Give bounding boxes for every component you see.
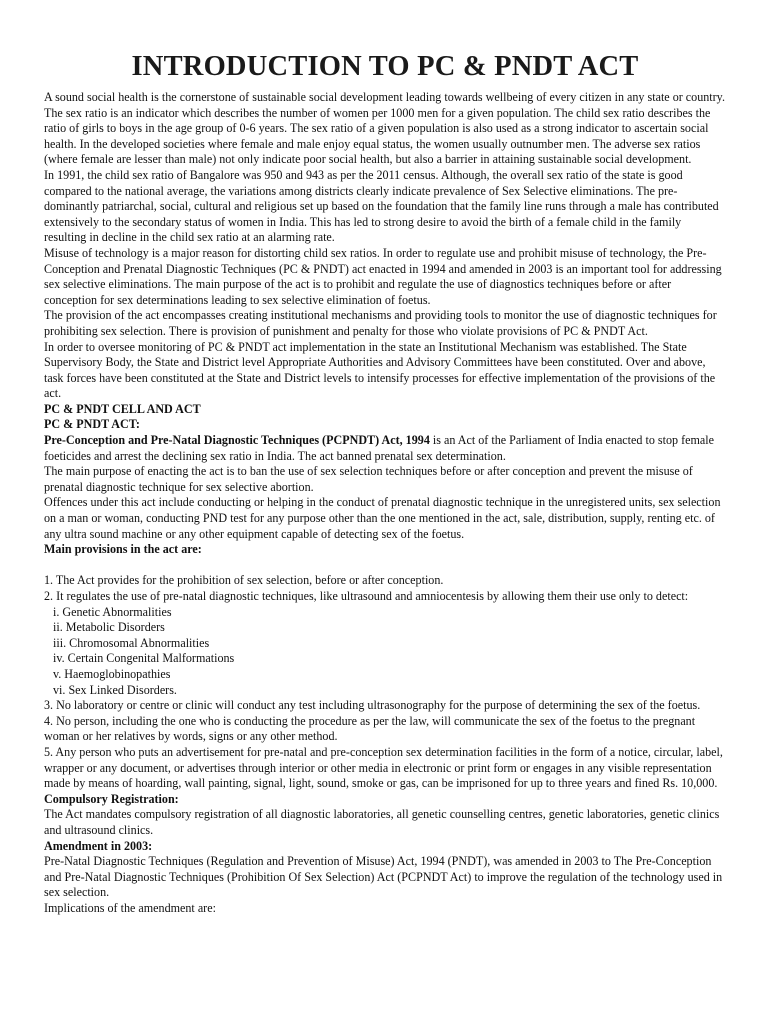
act-heading: PC & PNDT ACT: bbox=[44, 417, 140, 432]
purpose-paragraph: The main purpose of enacting the act is to ban the use of sex selection techniques before or after conception and prevent the misuse of prenatal diagnostic technique for sex selective abortion. bbox=[44, 464, 693, 494]
provisions-heading: Main provisions in the act are: bbox=[44, 542, 202, 557]
act-intro-text: is an Act of the Parliament of India enacted to stop female foeticides and arrest the declining sex ratio in India. The act banned prenatal sex determination. bbox=[44, 433, 714, 463]
act-name: Pre-Conception and Pre-Natal Diagnostic Techniques (PCPNDT) Act, 1994 bbox=[44, 433, 430, 448]
detect-list-item: i. Genetic Abnormalities bbox=[53, 604, 172, 619]
detect-list-item: ii. Metabolic Disorders bbox=[53, 620, 165, 635]
offences-paragraph: Offences under this act include conducting or helping in the conduct of prenatal diagnostic technique in the unregistered units, sex selection on a man or woman, conducting PND test for any purpose other than the one mentioned in the act, sale, distribution, supply, renting etc. of any ultra sound machine or any other equipment capable of detecting sex of the foetus. bbox=[44, 495, 721, 541]
provision-item: 5. Any person who puts an advertisement for pre-natal and pre-conception sex determination facilities in the form of a notice, circular, label, wrapper or any document, or advertises through interior or other media in electronic or print form or engages in any visible representation made by means of hoarding, wall painting, signal, light, sound, smoke or gas, can be imprisoned for up to three years and fined Rs. 10,000. bbox=[44, 744, 723, 791]
registration-paragraph: The Act mandates compulsory registration of all diagnostic laboratories, all genetic counselling centres, genetic laboratories, genetic clinics and ultrasound clinics. bbox=[44, 807, 720, 837]
provision-item: 2. It regulates the use of pre-natal diagnostic techniques, like ultrasound and amniocentesis by allowing them their use only to detect: bbox=[44, 589, 689, 603]
cell-heading: PC & PNDT CELL AND ACT bbox=[44, 401, 201, 416]
intro-paragraph-4: The provision of the act encompasses creating institutional mechanisms and providing tools to monitor the use of diagnostic techniques for prohibiting sex selection. There is provision of punishment and penalty for those who violate provisions of PC & PNDT Act. bbox=[44, 308, 717, 338]
act-intro-paragraph bbox=[44, 433, 726, 464]
detect-list-item: iv. Certain Congenital Malformations bbox=[53, 651, 235, 666]
blank-line bbox=[44, 558, 726, 574]
intro-paragraph-3: Misuse of technology is a major reason for distorting child sex ratios. In order to regulate use and prohibit misuse of technology, the Pre-Conception and Prenatal Diagnostic Techniques (PC & PNDT) act enacted in 1994 and amended in 2003 is an important tool for addressing sex selective eliminations. The main purpose of the act is to prohibit and regulate the use of diagnostics techniques before or after conception for sex determinations leading to sex selective elimination of foetus. bbox=[44, 245, 722, 307]
detect-list-item: vi. Sex Linked Disorders. bbox=[53, 682, 177, 697]
intro-paragraph-1: A sound social health is the cornerstone of sustainable social development leading towards wellbeing of every citizen in any state or country. The sex ratio is an indicator which describes the number of women per 1000 men for a given population. The child sex ratio describes the ratio of girls to boys in the age group of 0-6 years. The sex ratio of a given population is also used as a strong indicator to ascertain social health. In the developed societies where female and male enjoy equal status, the women usually outnumber men. The adverse sex ratios (where female are lesser than male) not only indicate poor social health, but also a barrier in attaining sustainable social development. bbox=[44, 90, 725, 167]
implications-line: Implications of the amendment are: bbox=[44, 900, 216, 915]
amendment-heading: Amendment in 2003: bbox=[44, 838, 153, 853]
page-title: INTRODUCTION TO PC & PNDT ACT bbox=[131, 51, 639, 82]
provision-item: 1. The Act provides for the prohibition of sex selection, before or after conception. bbox=[44, 573, 444, 588]
detect-list-item: v. Haemoglobinopathies bbox=[53, 666, 171, 681]
registration-heading: Compulsory Registration: bbox=[44, 791, 179, 806]
document-body bbox=[44, 90, 726, 916]
amendment-paragraph: Pre-Natal Diagnostic Techniques (Regulation and Prevention of Misuse) Act, 1994 (PNDT), was amended in 2003 to The Pre-Conception and Pre-Natal Diagnostic Techniques (Prohibition Of Sex Selection) Act (PCPNDT Act) to improve the regulation of the technology used in sex selection. bbox=[44, 854, 723, 900]
provision-item: 3. No laboratory or centre or clinic will conduct any test including ultrasonography for the purpose of determining the sex of the foetus. bbox=[44, 698, 701, 713]
document-page bbox=[44, 50, 726, 916]
intro-paragraph-2: In 1991, the child sex ratio of Bangalore was 950 and 943 as per the 2011 census. Although, the overall sex ratio of the state is good compared to the national average, the variations among districts clearly indicate prevalence of Sex Selective eliminations. The pre-dominantly patriarchal, social, cultural and religious set up based on the foundation that the family line runs through a male has contributed extensively to the secondary status of women in India. This has led to strong desire to avoid the birth of a female child in the family resulting in decline in the child sex ratio at an alarming rate. bbox=[44, 167, 719, 245]
provision-item: 4. No person, including the one who is conducting the procedure as per the law, will communicate the sex of the foetus to the pregnant woman or her relatives by words, signs or any other method. bbox=[44, 713, 696, 744]
intro-paragraph-5: In order to oversee monitoring of PC & PNDT act implementation in the state an Institutional Mechanism was established. The State Supervisory Body, the State and District level Appropriate Authorities and Advisory Committees have been constituted. Over and above, task forces have been constituted at the State and District levels to intensify processes for effective implementation of the provisions of the act. bbox=[44, 339, 716, 401]
detect-list-item: iii. Chromosomal Abnormalities bbox=[53, 635, 210, 650]
